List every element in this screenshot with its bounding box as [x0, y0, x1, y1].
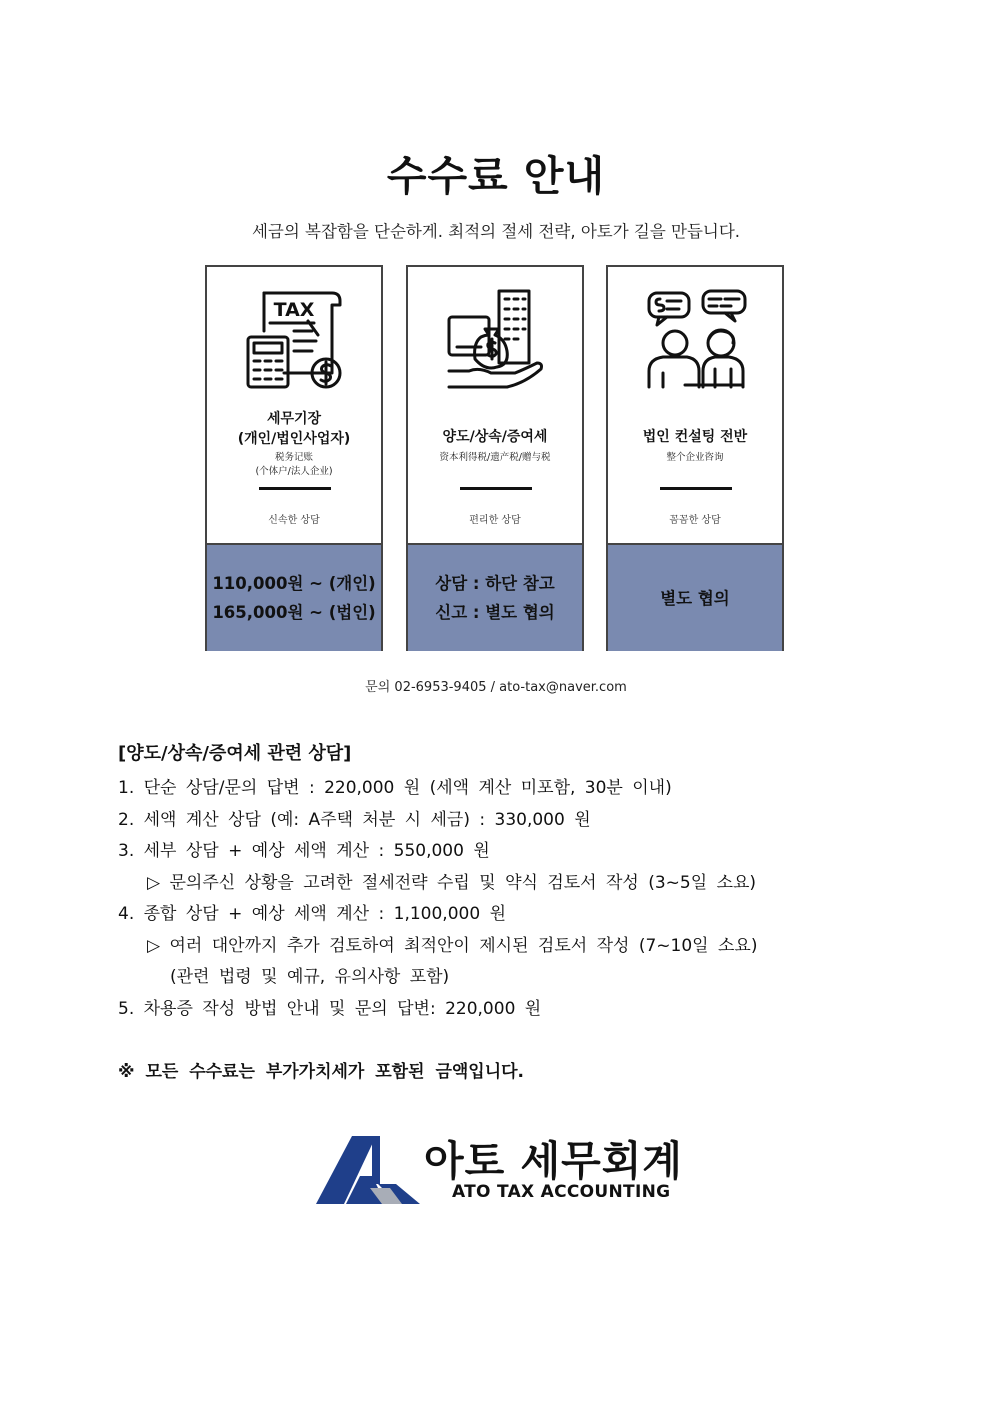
price-line: 신고 : 별도 협의: [435, 603, 555, 622]
card-name-line1: 세무기장: [266, 411, 322, 427]
card-sub-line2: (个体户/法人企业): [255, 466, 333, 477]
consult-item: 2. 세액 계산 상담 (예: A주택 처분 시 세금) : 330,000 원: [118, 810, 591, 830]
tax-calculator-icon: [244, 287, 348, 393]
card-name-line1: 양도/상속/증여세: [442, 429, 548, 445]
card-price: [207, 543, 381, 651]
fee-card-bookkeeping: [205, 265, 383, 651]
consult-subitem-note: (관련 법령 및 예규, 유의사항 포함): [170, 967, 450, 987]
brand-name-korean: 아토 세무회계: [424, 1137, 683, 1185]
card-divider: [660, 487, 732, 490]
consult-subitem: ▷ 여러 대안까지 추가 검토하여 최적안이 제시된 검토서 작성 (7~10일 소요): [147, 936, 758, 956]
card-name-line1: 법인 컨설팅 전반: [642, 429, 748, 445]
consult-item: 1. 단순 상담/문의 답변 : 220,000 원 (세액 계산 미포함, 30분 이내): [118, 778, 672, 798]
card-sub-line1: 整个企业咨询: [666, 452, 724, 463]
contact-info: 문의 02-6953-9405 / ato-tax@naver.com: [365, 680, 627, 695]
fee-card-corporate-consulting: [606, 265, 784, 651]
consult-section-title: [양도/상속/증여세 관련 상담]: [118, 743, 352, 764]
card-note: 편리한 상담: [469, 515, 521, 526]
consult-item: 4. 종합 상담 + 예상 세액 계산 : 1,100,000 원: [118, 904, 506, 924]
brand-name-english: ATO TAX ACCOUNTING: [452, 1182, 671, 1202]
card-note: 신속한 상담: [268, 515, 320, 526]
consult-subitem: ▷ 문의주신 상황을 고려한 절세전략 수립 및 약식 검토서 작성 (3~5일 소요): [147, 873, 757, 893]
consult-item: 3. 세부 상담 + 예상 세액 계산 : 550,000 원: [118, 841, 490, 861]
price-line: 110,000원 ~ (개인): [212, 574, 376, 593]
consult-item: 5. 차용증 작성 방법 안내 및 문의 답변: 220,000 원: [118, 999, 542, 1019]
card-price: [608, 543, 782, 651]
page-title: 수수료 안내: [386, 152, 606, 200]
page-subtitle: 세금의 복잡함을 단순하게. 최적의 절세 전략, 아토가 길을 만듭니다.: [251, 222, 741, 241]
price-line: 별도 협의: [660, 588, 730, 608]
price-line: 상담 : 하단 참고: [435, 574, 555, 593]
ato-logo-icon: [316, 1136, 422, 1204]
card-price: [408, 543, 582, 651]
card-divider: [259, 487, 331, 490]
vat-notice: ※ 모든 수수료는 부가가치세가 포함된 금액입니다.: [118, 1062, 525, 1082]
tax-label: TAX: [273, 299, 315, 321]
card-name-line2: (개인/법인사업자): [237, 431, 351, 447]
card-note: 꼼꼼한 상담: [669, 515, 721, 526]
fee-card-transfer-tax: [406, 265, 584, 651]
card-sub-line1: 税务记账: [274, 452, 313, 463]
card-sub-line1: 资本利得税/遗产税/赠与税: [439, 452, 551, 463]
price-line: 165,000원 ~ (법인): [212, 603, 376, 622]
consulting-people-icon: [645, 287, 749, 393]
card-divider: [460, 487, 532, 490]
money-bag-hand-icon: [445, 287, 549, 393]
